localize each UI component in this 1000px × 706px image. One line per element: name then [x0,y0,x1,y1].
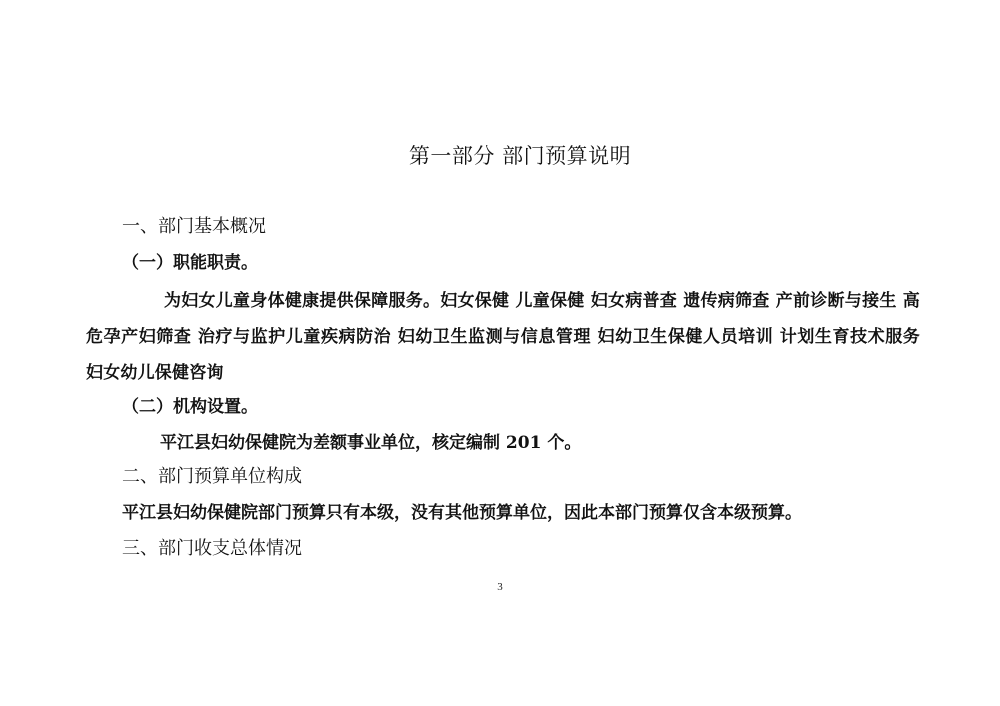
section-2-heading: 二、部门预算单位构成 [122,466,302,487]
section-1-heading: 一、部门基本概况 [122,216,266,237]
subsection-2-heading: （二）机构设置。 [122,397,258,417]
section-2-body: 平江县妇幼保健院部门预算只有本级，没有其他预算单位，因此本部门预算仅含本级预算。 [122,503,802,523]
subsection-1-heading: （一）职能职责。 [122,253,258,273]
section-3-heading: 三、部门收支总体情况 [122,538,302,559]
page-number: 3 [497,581,503,593]
subsection-2-body: 平江县妇幼保健院为差额事业单位，核定编制 201 个。 [160,433,582,453]
page-title: 第一部分 部门预算说明 [408,144,632,168]
subsection-1-body: 为妇女儿童身体健康提供保障服务。妇女保健 儿童保健 妇女病普查 遗传病筛查 产前诊断与接生 高危孕产妇筛查 治疗与监护儿童疾病防治 妇幼卫生监测与信息管理 妇幼卫生保健人员培训 计划生育技术服务 妇女幼儿保健咨询 [86,291,920,383]
